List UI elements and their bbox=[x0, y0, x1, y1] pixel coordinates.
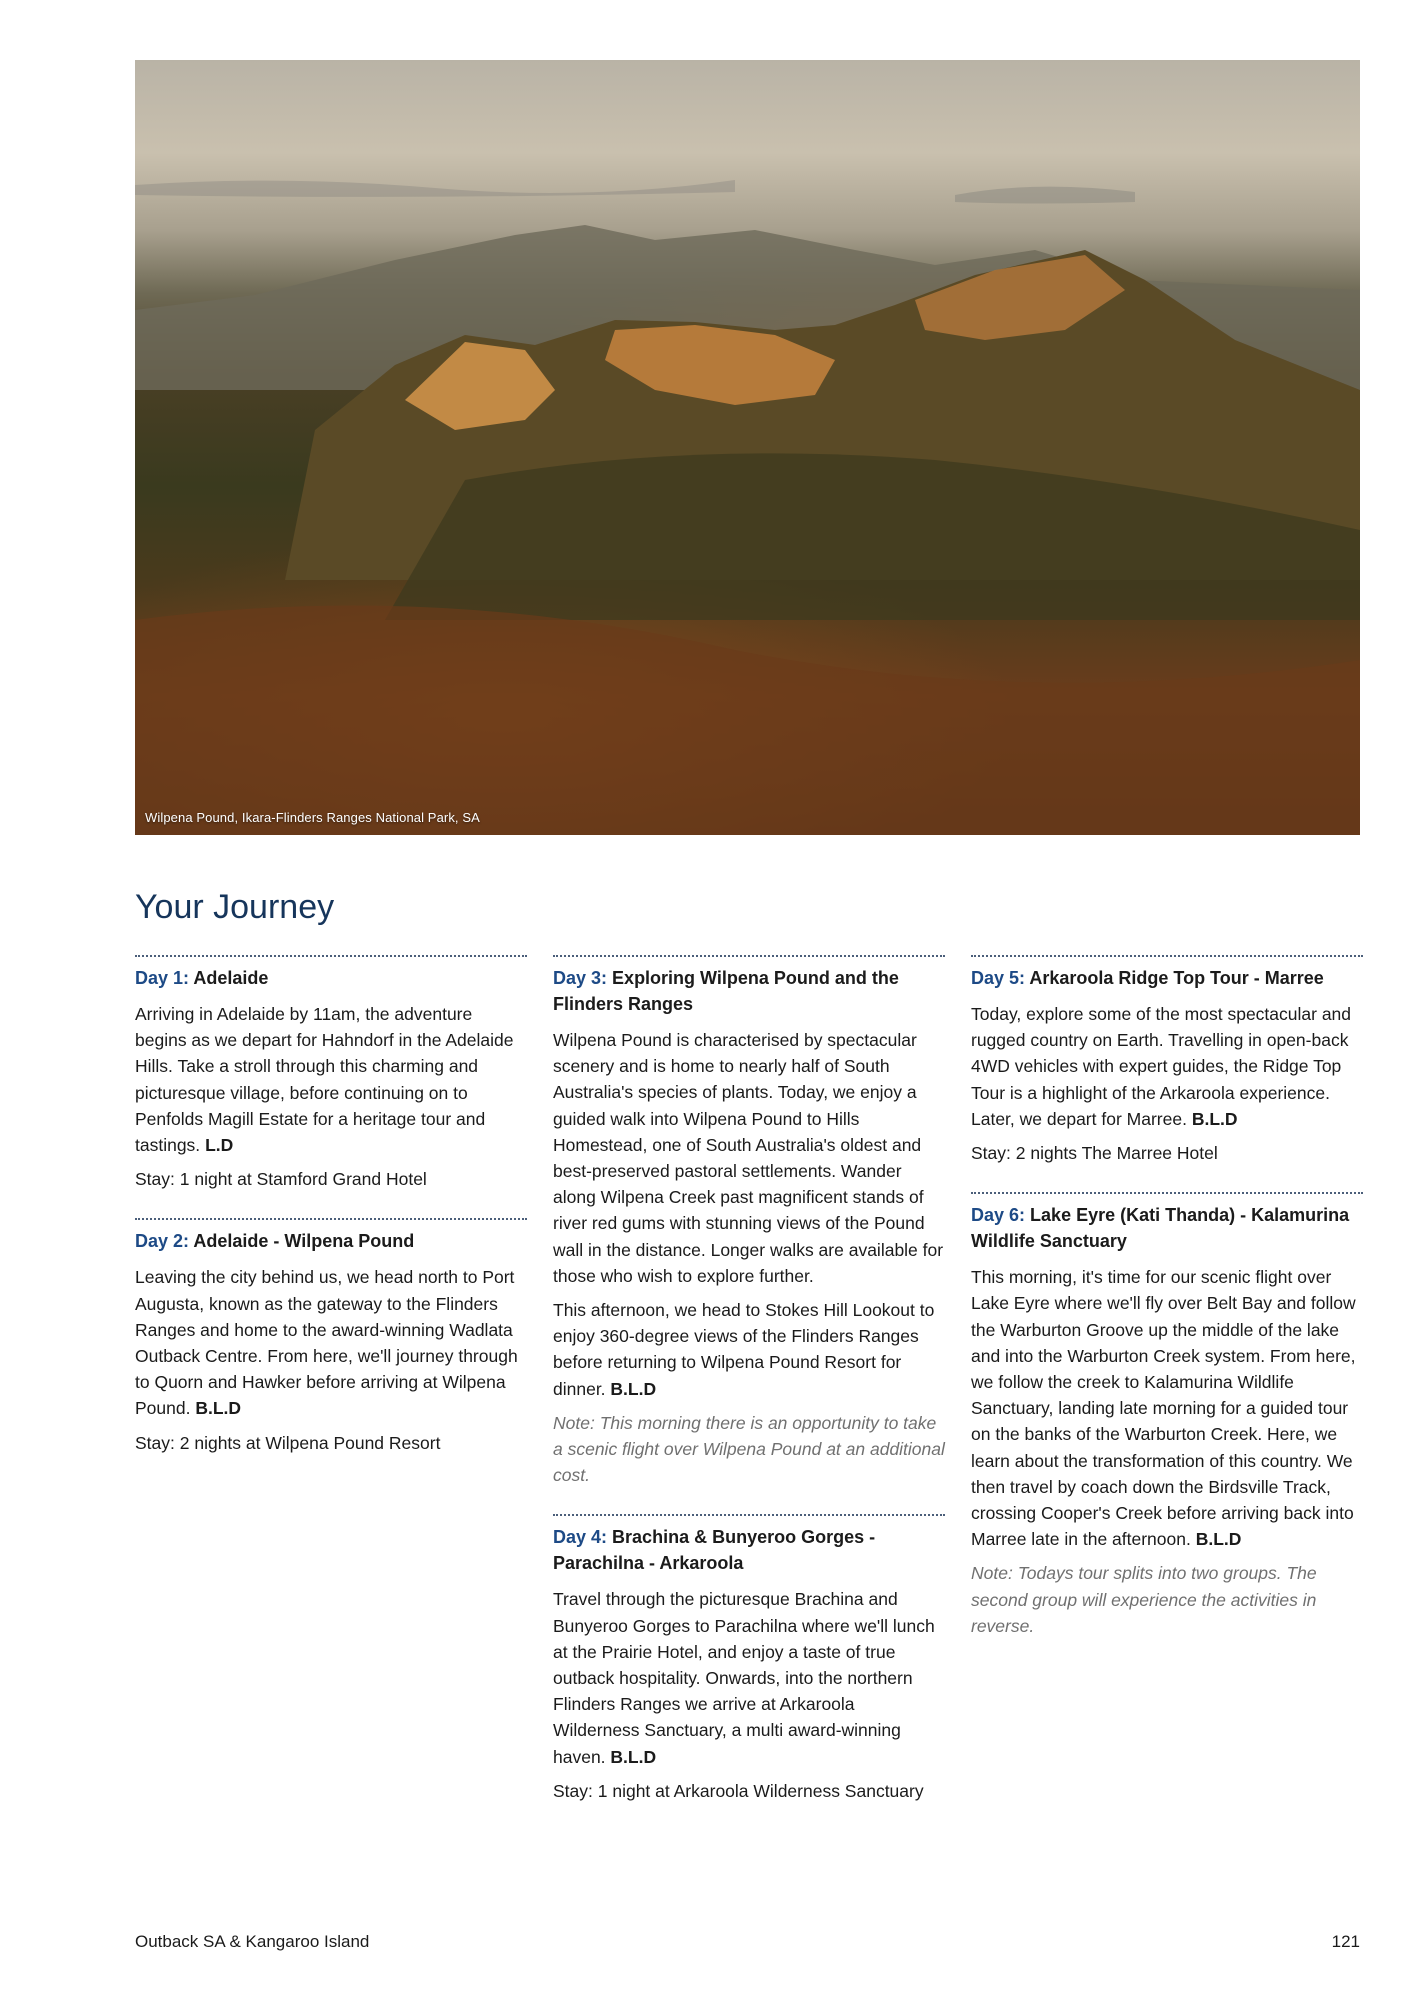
day-body: Today, explore some of the most spectacular and rugged country on Earth. Travelling in open-back 4WD vehicles with expert guides, the Ridge Top Tour is a highlight of the Arkaroola experience. Later, we depart for Marree. B.L.D bbox=[971, 1004, 1352, 1129]
hero-photo bbox=[135, 60, 1360, 835]
day-number: Day 4: bbox=[553, 1527, 608, 1548]
day-heading bbox=[971, 1202, 1363, 1254]
day-body: Wilpena Pound is characterised by spectacular scenery and is home to nearly half of South Australia's species of plants. Today, we enjoy a guided walk into Wilpena Pound to Hills Homestead, one of South Australia's oldest and best-preserved pastoral settlements. Wander along Wilpena Creek past magnificent stands of river red gums with stunning views of the Pound wall in the distance. Longer walks are available for those who wish to explore further. bbox=[553, 1030, 944, 1286]
day-number: Day 2: bbox=[135, 1231, 190, 1252]
day-body: This morning, it's time for our scenic flight over Lake Eyre where we'll fly over Belt Bay and follow the Warburton Groove up the middle of the lake and into the Warburton Creek system. From here, we follow the creek to Kalamurina Wildlife Sanctuary, landing late morning for a guided tour on the banks of the Warburton Creek. Here, we learn about the transformation of this country. We then travel by coach down the Birdsville Track, crossing Cooper's Creek before arriving back into Marree late in the afternoon. B.L.D bbox=[971, 1267, 1356, 1550]
meals-code: B.L.D bbox=[610, 1746, 657, 1767]
day-heading bbox=[971, 965, 1363, 991]
day-number: Day 1: bbox=[135, 968, 190, 988]
itinerary-column-1 bbox=[135, 955, 527, 1482]
section-title: Your Journey bbox=[135, 888, 335, 926]
day-title: Arkaroola Ridge Top Tour - Marree bbox=[1029, 968, 1324, 988]
day-number: Day 3: bbox=[553, 968, 608, 988]
day-heading bbox=[553, 1524, 945, 1576]
day-title: Brachina & Bunyeroo Gorges - Parachilna - Arkaroola bbox=[553, 1527, 876, 1574]
day-title: Adelaide bbox=[193, 968, 269, 988]
day-note: Note: This morning there is an opportunity to take a scenic flight over Wilpena Pound at an additional cost. bbox=[553, 1412, 945, 1486]
mountain-landscape-illustration bbox=[135, 60, 1360, 835]
day-body: Leaving the city behind us, we head north to Port Augusta, known as the gateway to the Flinders Ranges and home to the award-winning Wadlata Outback Centre. From here, we'll journey through to Quorn and Hawker before arriving at Wilpena Pound. B.L.D bbox=[135, 1267, 518, 1419]
day-3 bbox=[553, 955, 945, 1488]
day-heading bbox=[553, 965, 945, 1017]
day-stay: Stay: 2 nights The Marree Hotel bbox=[971, 1143, 1218, 1164]
day-body: Arriving in Adelaide by 11am, the adventure begins as we depart for Hahndorf in the Adelaide Hills. Take a stroll through this charming and picturesque village, before continuing on to Penfolds Magill Estate for a heritage tour and tastings. L.D bbox=[135, 1004, 514, 1156]
day-body-2: This afternoon, we head to Stokes Hill Lookout to enjoy 360-degree views of the Flinders Ranges before returning to Wilpena Pound Resort for dinner. B.L.D bbox=[553, 1300, 935, 1399]
day-stay: Stay: 1 night at Stamford Grand Hotel bbox=[135, 1169, 427, 1190]
day-stay: Stay: 2 nights at Wilpena Pound Resort bbox=[135, 1432, 441, 1453]
meals-code: B.L.D bbox=[1191, 1108, 1238, 1129]
day-stay: Stay: 1 night at Arkaroola Wilderness Sanctuary bbox=[553, 1780, 924, 1801]
itinerary-column-3 bbox=[971, 955, 1363, 1665]
day-heading bbox=[135, 1228, 527, 1254]
day-1 bbox=[135, 955, 527, 1192]
day-6 bbox=[971, 1192, 1363, 1639]
itinerary-column-2 bbox=[553, 955, 945, 1830]
meals-code: B.L.D bbox=[1195, 1529, 1242, 1550]
day-title: Lake Eyre (Kati Thanda) - Kalamurina Wildlife Sanctuary bbox=[971, 1205, 1350, 1252]
day-title: Exploring Wilpena Pound and the Flinders Ranges bbox=[553, 968, 899, 1014]
day-title: Adelaide - Wilpena Pound bbox=[193, 1231, 415, 1252]
meals-code: B.L.D bbox=[195, 1398, 242, 1419]
page-number: 121 bbox=[1331, 1932, 1360, 1951]
day-number: Day 5: bbox=[971, 968, 1026, 988]
meals-code: B.L.D bbox=[610, 1378, 657, 1399]
day-2 bbox=[135, 1218, 527, 1455]
day-number: Day 6: bbox=[971, 1205, 1026, 1226]
footer-section-title: Outback SA & Kangaroo Island bbox=[135, 1932, 370, 1951]
day-4 bbox=[553, 1514, 945, 1804]
day-note: Note: Todays tour splits into two groups. The second group will experience the activities in reverse. bbox=[971, 1563, 1317, 1636]
photo-caption: Wilpena Pound, Ikara-Flinders Ranges National Park, SA bbox=[145, 810, 480, 825]
day-heading bbox=[135, 965, 527, 991]
meals-code: L.D bbox=[205, 1135, 234, 1156]
day-body: Travel through the picturesque Brachina and Bunyeroo Gorges to Parachilna where we'll lunch at the Prairie Hotel, and enjoy a taste of true outback hospitality. Onwards, into the northern Flinders Ranges we arrive at Arkaroola Wilderness Sanctuary, a multi award-winning haven. B.L.D bbox=[553, 1589, 935, 1767]
day-5 bbox=[971, 955, 1363, 1166]
